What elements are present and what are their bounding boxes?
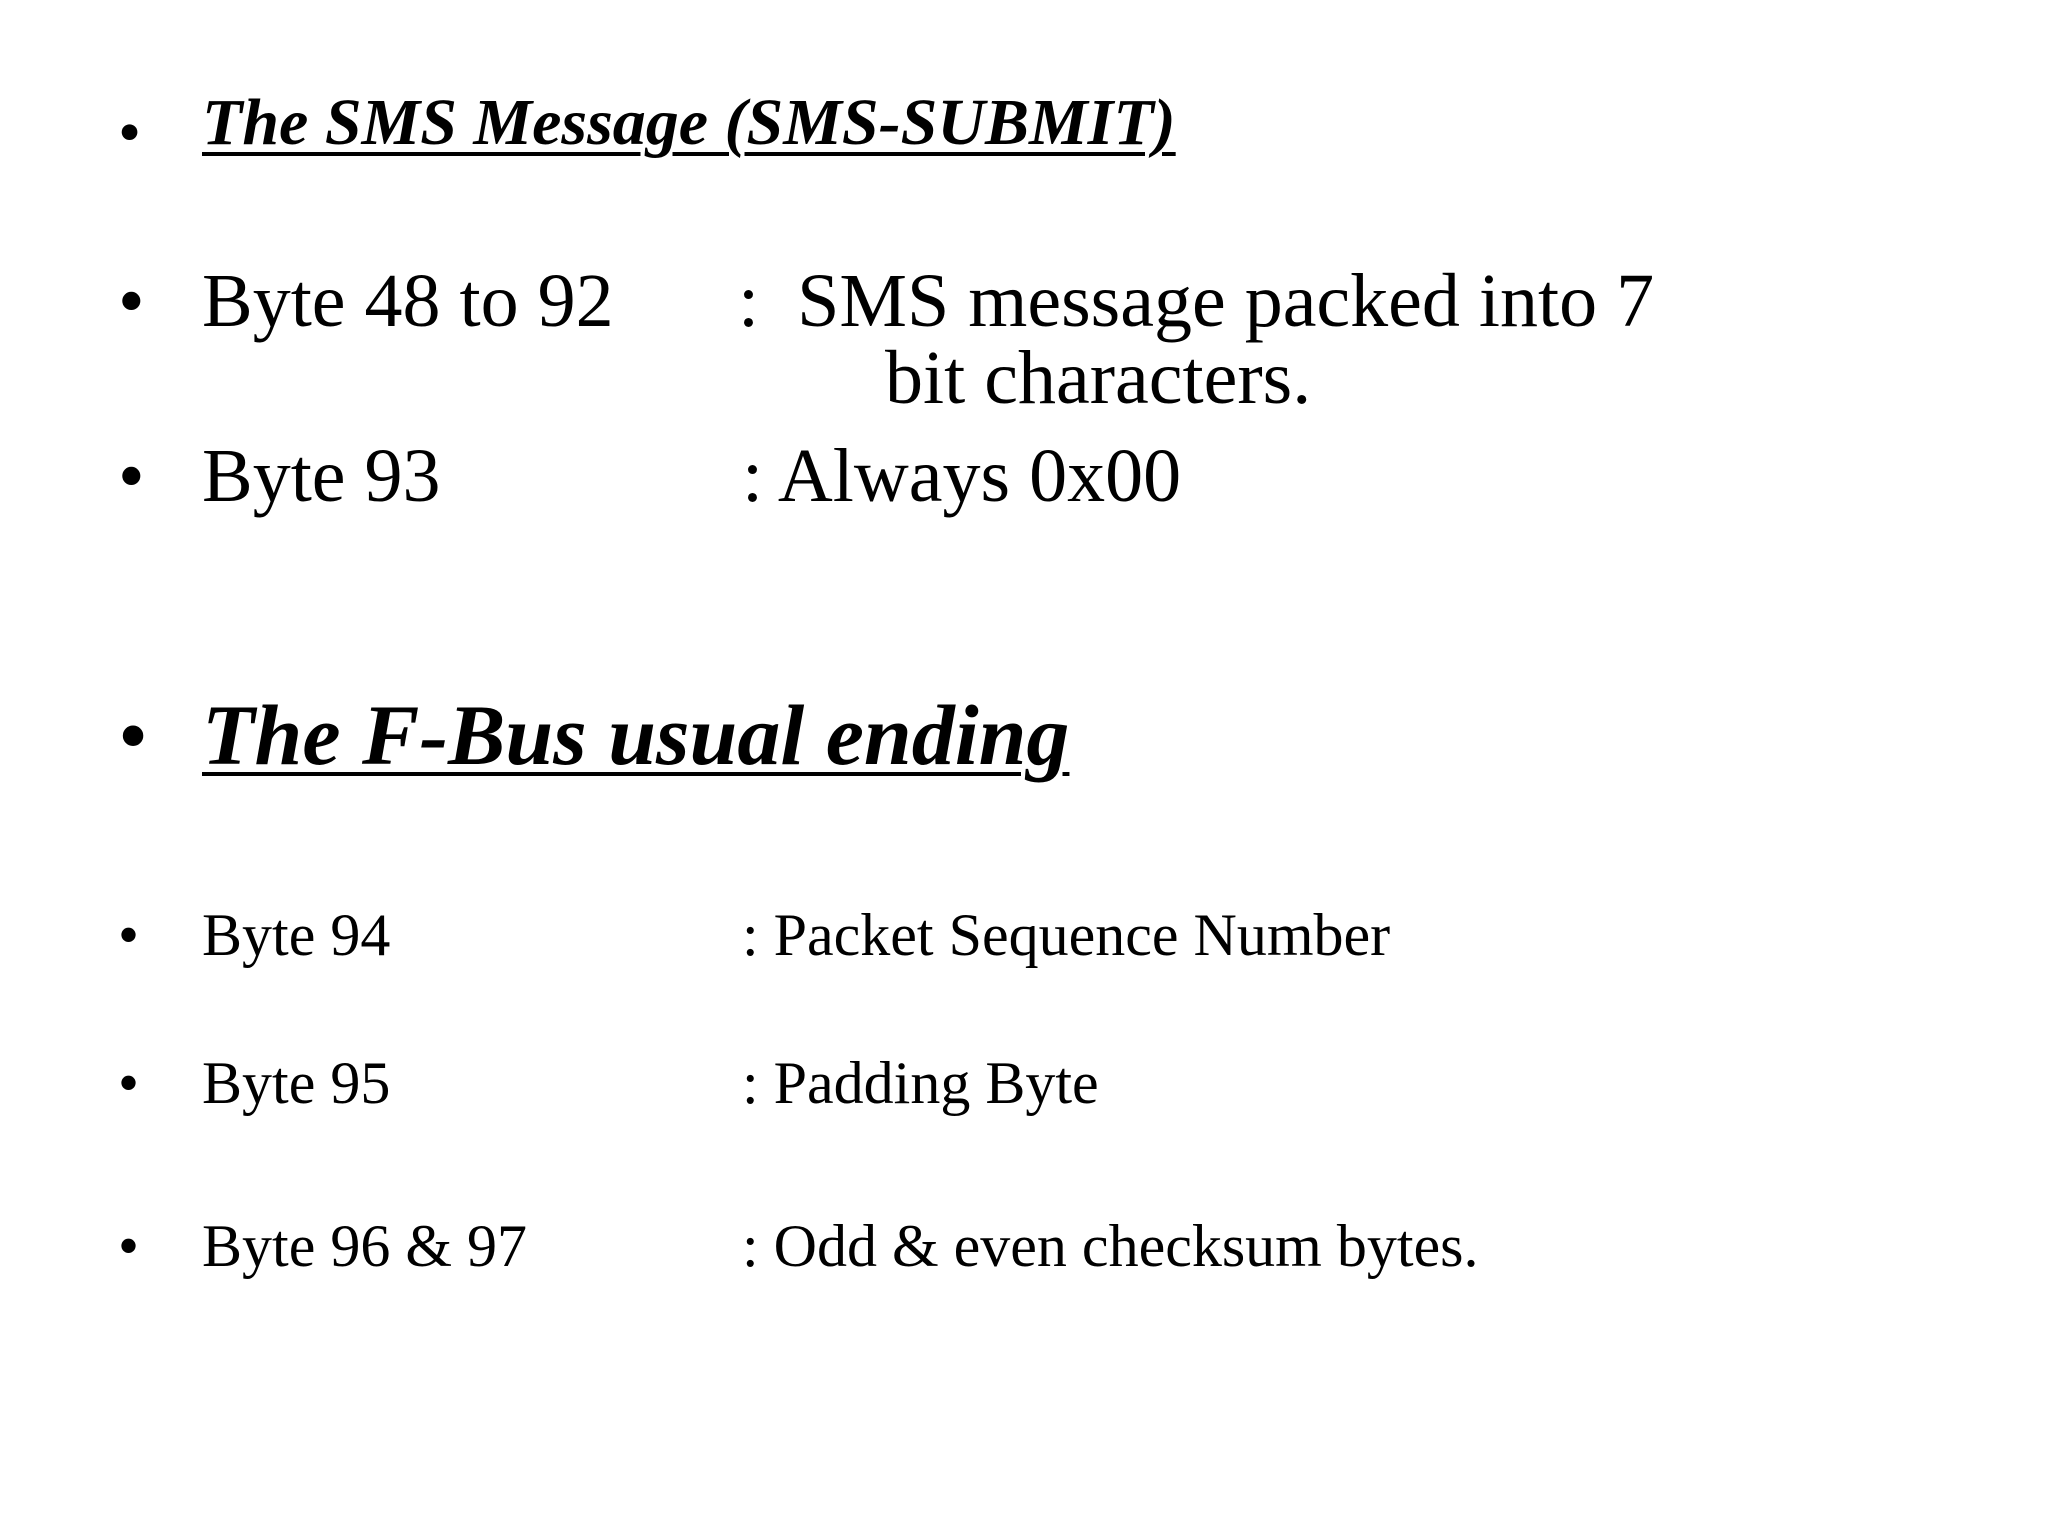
item-label: Byte 96 & 97 (202, 1213, 527, 1279)
item-description: : Always 0x00 (742, 434, 1182, 518)
item-description: : SMS message packed into 7 (738, 259, 1655, 343)
item-label: Byte 94 (202, 902, 391, 968)
bullet: • (118, 902, 140, 968)
bullet: • (118, 1213, 140, 1279)
bullet: • (118, 96, 142, 169)
item-description: : Packet Sequence Number (742, 902, 1391, 968)
bullet: • (118, 434, 145, 518)
bullet: • (118, 1050, 140, 1116)
item-label: Byte 95 (202, 1050, 391, 1116)
item-description: : Odd & even checksum bytes. (742, 1213, 1479, 1279)
item-description: : Padding Byte (742, 1050, 1099, 1116)
item-label: Byte 93 (202, 434, 441, 518)
item-label: Byte 48 to 92 (202, 259, 614, 343)
section-heading-fbus-ending: The F-Bus usual ending (202, 687, 1070, 783)
section-heading-sms-message: The SMS Message (SMS-SUBMIT) (202, 86, 1176, 159)
bullet: • (118, 687, 149, 783)
item-description-continued: bit characters. (885, 336, 1312, 420)
bullet: • (118, 259, 145, 343)
